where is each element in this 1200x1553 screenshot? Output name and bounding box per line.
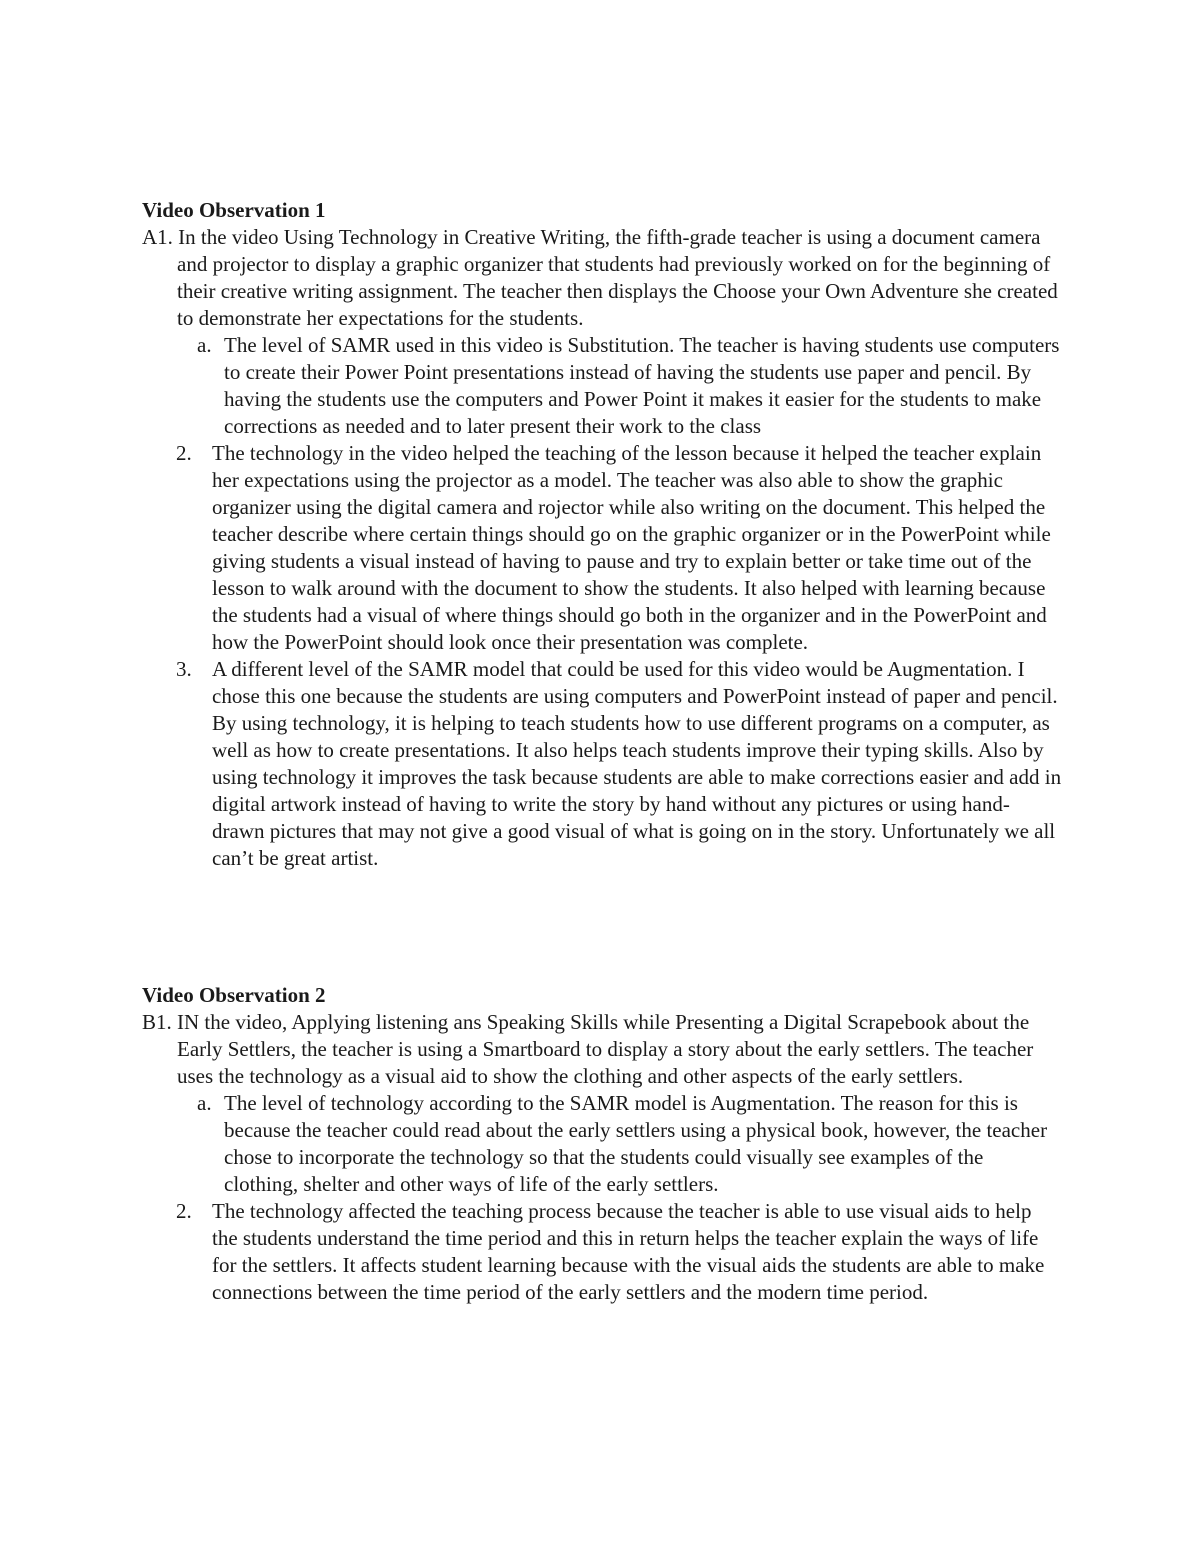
observation-intro (142, 224, 1062, 332)
intro-body: In the video Using Technology in Creative Writing, the fifth-grade teacher is using a document camera and projector to display a graphic organizer that students had previously worked on for the beginning of their creative writing assignment. The teacher then displays the Choose your Own Adventure she created to demonstrate her expectations for the students. (177, 225, 1058, 330)
list-marker: 2. (176, 441, 192, 465)
list-marker: a. (197, 333, 212, 357)
list-item-text: The technology affected the teaching process because the teacher is able to use visual aids to help the students understand the time period and this in return helps the teacher explain the ways of life for the settlers. It affects student learning because with the visual aids the students are able to make connections between the time period of the early settlers and the modern time period. (212, 1199, 1045, 1304)
observation-intro (142, 1009, 1062, 1090)
list-marker: 2. (176, 1199, 192, 1223)
intro-label: A1. (142, 225, 173, 249)
video-observation-2 (142, 982, 1062, 1306)
list-item-a (197, 1090, 1062, 1198)
list-marker: a. (197, 1091, 212, 1115)
list-item-2 (176, 440, 1062, 656)
list-item-3 (176, 656, 1062, 872)
list-marker: 3. (176, 657, 192, 681)
video-observation-1 (142, 197, 1062, 872)
list-item-text: A different level of the SAMR model that could be used for this video would be Augmentation. I chose this one because the students are using computers and PowerPoint instead of paper and pencil. By using technology, it is helping to teach students how to use different programs on a computer, as well as how to create presentations. It also helps teach students improve their typing skills. Also by using technology it improves the task because students are able to make corrections easier and add in digital artwork instead of having to write the story by hand without any pictures or using hand-drawn pictures that may not give a good visual of what is going on in the story. Unfortunately we all can’t be great artist. (212, 657, 1062, 870)
list-item-a (197, 332, 1062, 440)
intro-label: B1. (142, 1010, 172, 1034)
list-item-2 (176, 1198, 1062, 1306)
section-heading: Video Observation 2 (142, 983, 326, 1007)
intro-body: IN the video, Applying listening ans Speaking Skills while Presenting a Digital Scrapebook about the Early Settlers, the teacher is using a Smartboard to display a story about the early settlers. The teacher uses the technology as a visual aid to show the clothing and other aspects of the early settlers. (177, 1010, 1034, 1088)
intro-text (177, 1009, 1062, 1090)
section-heading: Video Observation 1 (142, 198, 326, 222)
list-item-text: The level of SAMR used in this video is Substitution. The teacher is having students use computers to create their Power Point presentations instead of having the students use paper and pencil. By having the students use the computers and Power Point it makes it easier for the students to make corrections as needed and to later present their work to the class (224, 333, 1060, 438)
list-item-text: The level of technology according to the SAMR model is Augmentation. The reason for this is because the teacher could read about the early settlers using a physical book, however, the teacher chose to incorporate the technology so that the students could visually see examples of the clothing, shelter and other ways of life of the early settlers. (224, 1091, 1048, 1196)
list-item-text: The technology in the video helped the teaching of the lesson because it helped the teacher explain her expectations using the projector as a model. The teacher was also able to show the graphic organizer using the digital camera and rojector while also writing on the document. This helped the teacher describe where certain things should go on the graphic organizer or in the PowerPoint while giving students a visual instead of having to pause and try to explain better or take time out of the lesson to walk around with the document to show the students. It also helped with learning because the students had a visual of where things should go both in the organizer and in the PowerPoint and how the PowerPoint should look once their presentation was complete. (212, 441, 1051, 654)
intro-text (177, 224, 1062, 332)
